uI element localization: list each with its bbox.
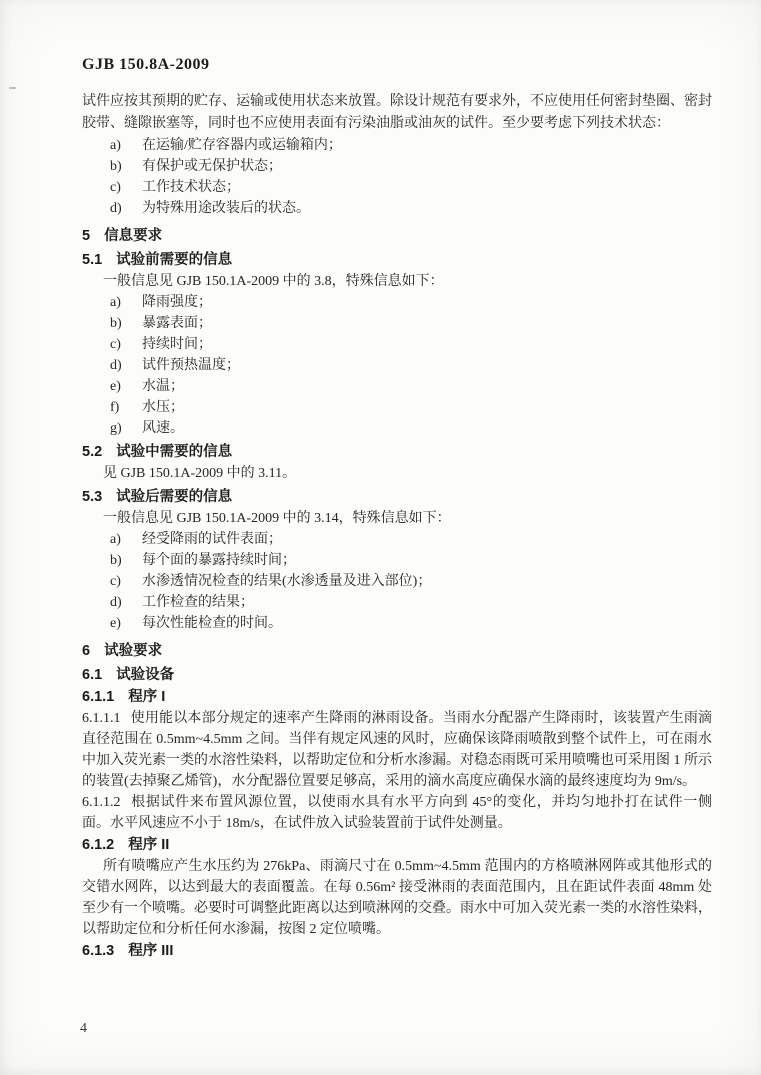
- heading-title: 试验要求: [104, 643, 163, 659]
- clause-text: 根据试件来布置风源位置，以使雨水具有水平方向到 45°的变化，并均匀地扑打在试件一侧面。水平风速应不小于 18m/s，在试件放入试验装置前于试件处测量。: [82, 795, 712, 831]
- section-6-1-3-heading: [82, 941, 712, 962]
- list-item: [82, 571, 712, 592]
- heading-title: 程序 I: [128, 689, 166, 705]
- list-item: [82, 355, 712, 376]
- section-6-1-heading: [82, 665, 712, 686]
- list-marker: b): [110, 553, 122, 568]
- heading-number: 6.1.2: [82, 837, 115, 853]
- section-5-3-list: [82, 529, 712, 634]
- section-5-2-heading: [82, 442, 712, 463]
- list-item: [82, 177, 712, 198]
- standard-number-header: GJB 150.8A-2009: [82, 56, 210, 73]
- heading-title: 程序 II: [128, 837, 170, 853]
- heading-number: 5.2: [82, 444, 103, 460]
- section-5-3-heading: [82, 487, 712, 508]
- list-marker: c): [110, 180, 121, 195]
- section-5-1-heading: [82, 250, 712, 271]
- list-item: [82, 156, 712, 177]
- list-marker: d): [110, 595, 122, 610]
- section-5-2-body: 见 GJB 150.1A-2009 中的 3.11。: [103, 466, 297, 481]
- list-marker: e): [110, 616, 121, 631]
- heading-number: 5: [82, 228, 91, 244]
- list-item: [82, 613, 712, 634]
- list-item: [82, 418, 712, 439]
- list-text: 水渗透情况检查的结果(水渗透量及进入部位)；: [142, 574, 432, 589]
- heading-number: 6.1.3: [82, 943, 115, 959]
- list-item: [82, 529, 712, 550]
- list-text: 持续时间；: [142, 337, 212, 352]
- list-text: 每次性能检查的时间。: [142, 616, 282, 631]
- list-item: [82, 592, 712, 613]
- list-item: [82, 313, 712, 334]
- heading-number: 6.1: [82, 667, 103, 683]
- list-text: 降雨强度；: [142, 295, 212, 310]
- clause-6-1-1-2: [82, 792, 712, 834]
- section-5: [82, 226, 712, 634]
- page-number: 4: [80, 1021, 87, 1036]
- list-text: 水压；: [142, 400, 184, 415]
- heading-number: 6: [82, 643, 91, 659]
- section-6-heading: [82, 641, 712, 662]
- list-item: [82, 135, 712, 156]
- heading-title: 信息要求: [104, 228, 163, 244]
- clause-number: 6.1.1.1: [82, 711, 121, 726]
- list-text: 有保护或无保护状态；: [142, 159, 282, 174]
- list-item: [82, 397, 712, 418]
- heading-title: 试验前需要的信息: [116, 252, 233, 268]
- clause-6-1-2-body: 所有喷嘴应产生水压约为 276kPa、雨滴尺寸在 0.5mm~4.5mm 范围内的方格喷淋网阵或其他形式的交错水网阵，以达到最大的表面覆盖。在每 0.56m² 接受淋雨的表面范围内，且在距试件表面 48mm 处至少有一个喷嘴。必要时可调整此距离以达到喷淋网的交叠。雨水中可加入荧光素一类的水溶性染料，以帮助定位和分析任何水渗漏，按图 2 定位喷嘴。: [82, 859, 712, 937]
- list-item: [82, 198, 712, 219]
- list-marker: c): [110, 574, 121, 589]
- section-5-1-list: [82, 292, 712, 439]
- clause-6-1-1-1: [82, 708, 712, 792]
- list-item: [82, 550, 712, 571]
- heading-title: 试验中需要的信息: [116, 444, 233, 460]
- section-6-1-2-heading: [82, 835, 712, 856]
- section-6: [82, 641, 712, 962]
- clause-text: 使用能以本部分规定的速率产生降雨的淋雨设备。当雨水分配器产生降雨时，该装置产生雨滴直径范围在 0.5mm~4.5mm 之间。当伴有规定风速的风时，应确保该降雨喷散到整个试件上，可在雨水中加入荧光素一类的水溶性染料，以帮助定位和分析水渗漏。对稳态雨既可采用喷嘴也可采用图 1 所示的装置(去掉聚乙烯管)，水分配器位置要足够高，采用的滴水高度应确保水滴的最终速度均为 9m/s。: [82, 711, 712, 789]
- list-text: 每个面的暴露持续时间；: [142, 553, 296, 568]
- heading-number: 5.1: [82, 252, 103, 268]
- list-marker: b): [110, 159, 122, 174]
- list-item: [82, 334, 712, 355]
- heading-number: 6.1.1: [82, 689, 115, 705]
- list-item: [82, 376, 712, 397]
- list-marker: c): [110, 337, 121, 352]
- list-item: [82, 292, 712, 313]
- heading-title: 试验后需要的信息: [116, 489, 233, 505]
- heading-number: 5.3: [82, 489, 103, 505]
- list-text: 暴露表面；: [142, 316, 212, 331]
- list-marker: a): [110, 532, 121, 547]
- list-text: 试件预热温度；: [142, 358, 240, 373]
- list-marker: b): [110, 316, 122, 331]
- scan-artifact: [9, 87, 16, 89]
- heading-title: 试验设备: [116, 667, 175, 683]
- list-text: 经受降雨的试件表面；: [142, 532, 282, 547]
- list-marker: a): [110, 138, 121, 153]
- list-marker: d): [110, 358, 122, 373]
- section-5-3-lead: 一般信息见 GJB 150.1A-2009 中的 3.14，特殊信息如下：: [103, 511, 451, 526]
- intro-list: [82, 135, 712, 219]
- page-content: [82, 55, 712, 962]
- list-marker: e): [110, 379, 121, 394]
- list-text: 工作检查的结果；: [142, 595, 254, 610]
- intro-paragraph: 试件应按其预期的贮存、运输或使用状态来放置。除设计规范有要求外，不应使用任何密封垫圈、密封胶带、缝隙嵌塞等，同时也不应使用表面有污染油脂或油灰的试件。至少要考虑下列技术状态：: [82, 94, 712, 131]
- clause-number: 6.1.1.2: [82, 795, 121, 810]
- section-5-heading: [82, 226, 712, 247]
- list-marker: a): [110, 295, 121, 310]
- list-text: 水温；: [142, 379, 184, 394]
- list-text: 在运输/贮存容器内或运输箱内；: [142, 138, 342, 153]
- list-marker: d): [110, 201, 122, 216]
- section-6-1-1-heading: [82, 687, 712, 708]
- list-text: 风速。: [142, 421, 184, 436]
- list-marker: g): [110, 421, 122, 436]
- heading-title: 程序 III: [128, 943, 174, 959]
- section-5-1-lead: 一般信息见 GJB 150.1A-2009 中的 3.8，特殊信息如下：: [103, 274, 444, 289]
- list-text: 为特殊用途改装后的状态。: [142, 201, 310, 216]
- list-text: 工作技术状态；: [142, 180, 240, 195]
- list-marker: f): [110, 400, 120, 415]
